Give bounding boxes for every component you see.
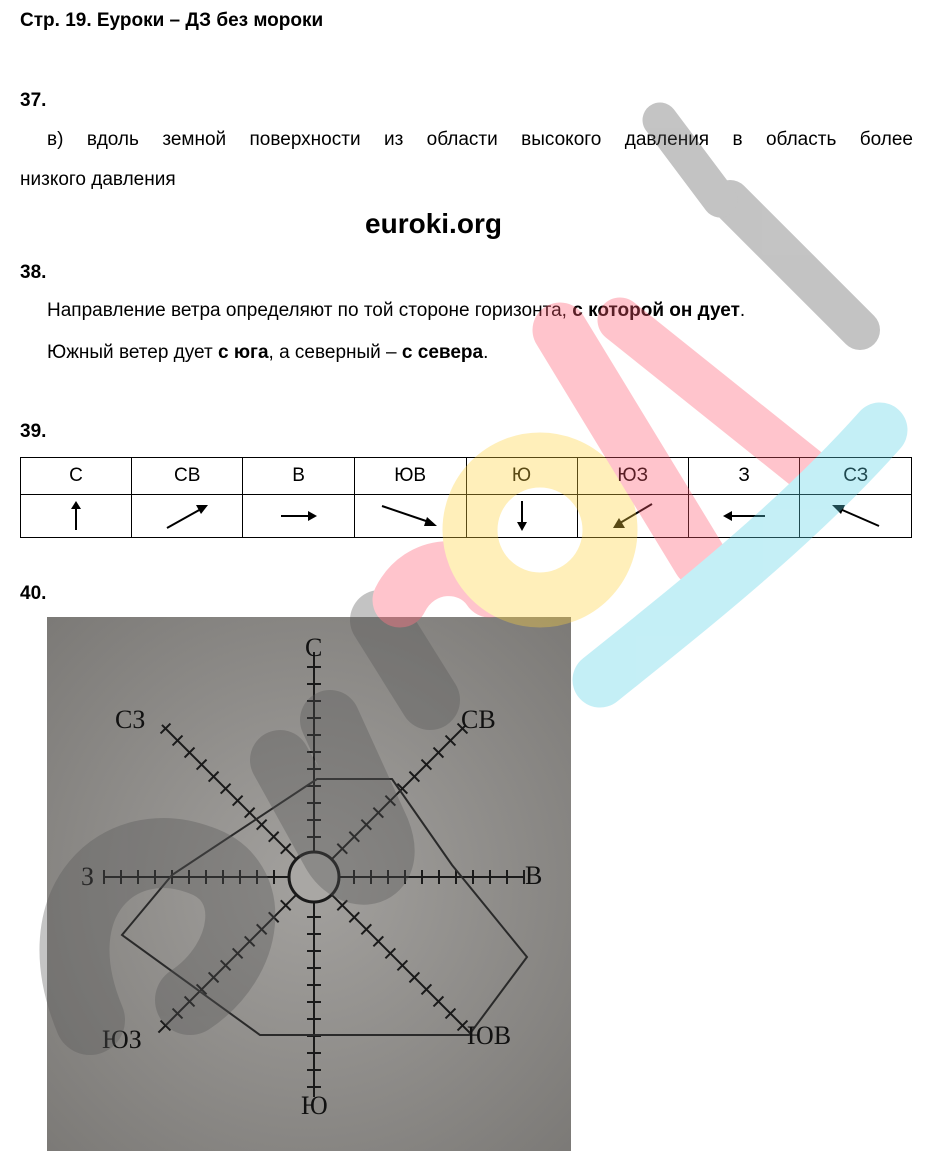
table-cell: Ю (466, 458, 577, 495)
q38-s2-bold1: с юга (217, 342, 269, 363)
question-37-line1: в) вдоль земной поверхности из области высокого давления в область более (47, 129, 913, 150)
arrow-up-left-icon (829, 502, 883, 530)
table-cell: З (688, 458, 799, 495)
q38-s2-text1: Южный ветер дует (47, 342, 218, 363)
rose-label-n: С (305, 633, 323, 662)
rose-label-se: ЮВ (467, 1021, 512, 1050)
arrow-down-icon (512, 499, 532, 533)
q38-s1-text: Направление ветра определяют по той стороне горизонта, (47, 300, 573, 321)
question-37-number: 37. (20, 90, 47, 111)
page-title: Стр. 19. Еуроки – ДЗ без мороки (20, 10, 324, 31)
table-cell: С (21, 458, 132, 495)
arrow-down-right-icon (379, 502, 441, 530)
question-38-number: 38. (20, 262, 47, 283)
q38-s1-end: . (739, 300, 746, 321)
table-cell: СЗ (800, 458, 912, 495)
rose-label-w: З (81, 862, 95, 891)
table-cell (354, 495, 466, 538)
table-cell: ЮЗ (577, 458, 688, 495)
question-39-number: 39. (20, 421, 47, 442)
table-cell: СВ (132, 458, 243, 495)
table-arrow-row (21, 495, 912, 538)
wind-direction-table (20, 457, 912, 538)
table-cell (688, 495, 799, 538)
wind-rose-photo (47, 617, 571, 1151)
rose-label-e: В (525, 861, 543, 890)
table-cell: В (243, 458, 354, 495)
table-cell (800, 495, 912, 538)
rose-label-nw: СЗ (115, 705, 146, 734)
arrow-left-icon (721, 509, 767, 523)
wind-rose-diagram (47, 617, 571, 1151)
arrow-up-right-icon (163, 501, 211, 531)
rose-label-s: Ю (301, 1091, 328, 1120)
table-header-row (21, 458, 912, 495)
question-38-sentence2 (47, 333, 488, 373)
arrow-right-icon (279, 509, 319, 523)
site-label: euroki.org (365, 208, 502, 239)
table-cell (466, 495, 577, 538)
q38-s1-bold: с которой он дует (572, 300, 740, 321)
rose-label-sw: ЮЗ (102, 1025, 142, 1054)
table-cell: ЮВ (354, 458, 466, 495)
arrow-down-left-icon (610, 501, 656, 531)
question-38-sentence1 (47, 291, 745, 331)
q38-s2-text2: , а северный – (268, 342, 402, 363)
q38-s2-bold2: с севера (401, 342, 484, 363)
table-cell (577, 495, 688, 538)
question-37-line2: низкого давления (20, 169, 176, 190)
question-40-number: 40. (20, 583, 47, 604)
table-cell (243, 495, 354, 538)
rose-label-ne: СВ (461, 705, 496, 734)
table-cell (132, 495, 243, 538)
arrow-up-icon (66, 500, 86, 532)
q38-s2-end: . (483, 342, 489, 363)
rose-center-circle (289, 852, 339, 902)
table-cell (21, 495, 132, 538)
